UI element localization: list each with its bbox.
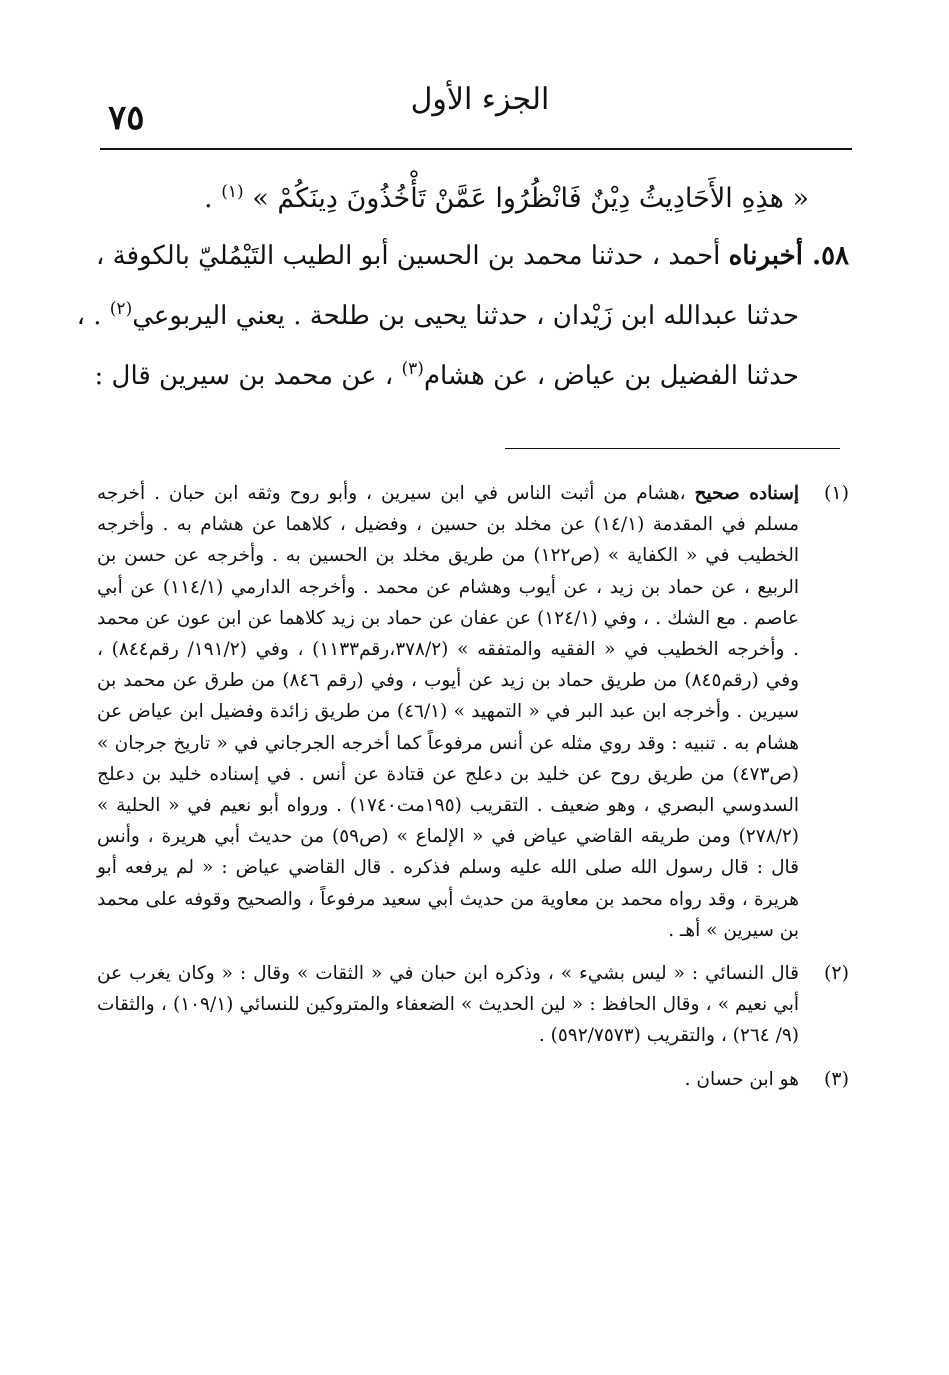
- footnote-1: [97, 478, 849, 946]
- footnote-text: [97, 958, 799, 1052]
- footnote-marker: (١): [823, 482, 849, 504]
- footnote-ref-1: (١): [221, 182, 244, 202]
- footnote-body: ،هشام من أثبت الناس في ابن سيرين ، وأبو روح وثقه ابن حبان . أخرجه مسلم في المقدمة (١٤/١) عن مخلد بن حسين ، وفضيل ، كلاهما عن هشام به . وأخرجه الخطيب في « الكفاية » (ص١٢٢) من طريق مخلد بن الحسين به . وأخرجه عن حسن بن الربيع ، عن حماد بن زيد ، عن أيوب وهشام عن محمد . وأخرجه الدارمي (١١٤/١) عن أبي عاصم . مع الشك . ، وفي (١٢٤/١) عن عفان عن حماد بن زيد كلاهما عن ابن عون عن محمد . وأخرجه الخطيب في « الفقيه والمتفقه » (٣٧٨/٢،رقم١١٣٣) ، وفي (١٩١/٢/ رقم٨٤٤) ، وفي (رقم٨٤٥) من طريق حماد بن زيد عن أيوب ، وفي (رقم ٨٤٦) من طرق عن محمد بن سيرين . وأخرجه ابن عبد البر في « التمهيد » (٤٦/١) من طريق زائدة وفضيل ابن عياض عن هشام به . تنبيه : وقد روي مثله عن أنس مرفوعاً كما أخرجه الجرجاني في « تاريخ جرجان » (ص٤٧٣) من طريق روح عن خليد بن دعلج عن قتادة عن أنس . في إسناده خليد بن دعلج السدوسي البصري ، وهو ضعيف . التقريب (١٩٥مت١٧٤٠) . ورواه أبو نعيم في « الحلية » (٢٧٨/٢) ومن طريقه القاضي عياض في « الإلماع » (ص٥٩) من حديث أبي هريرة ، وأنس قال : قال رسول الله صلى الله عليه وسلم فذكره . قال القاضي عياض : « لم يرفعه أبو هريرة ، وقد رواه محمد بن معاوية من حديث أبي سعيد مرفوعاً ، والصحيح وقوفه على محمد بن سيرين » أهـ .: [97, 483, 800, 941]
- footnote-bold-lead: إسناده صحيح: [694, 483, 799, 504]
- hadith-number: ٥٨.: [812, 241, 849, 271]
- footnote-3: [97, 1064, 849, 1095]
- footnote-ref-2: (٢): [109, 299, 133, 319]
- footnote-text: [97, 478, 799, 946]
- footnote-marker: (٢): [823, 962, 849, 985]
- hadith-line-3-text-a: حدثنا الفضيل بن عياض ، عن هشام: [423, 361, 799, 391]
- hadith-line-1-text: أحمد ، حدثنا محمد بن الحسين أبو الطيب التَيْمُليّ بالكوفة ،: [95, 241, 729, 271]
- header-divider: [100, 148, 852, 150]
- hadith-quote: [97, 170, 849, 228]
- hadith-line-3-text-b: ، عن محمد بن سيرين قال :: [94, 361, 402, 391]
- hadith-line-3: [94, 348, 849, 408]
- footnote-ref-3: (٣): [401, 359, 424, 379]
- footnotes: [97, 478, 849, 1107]
- footnote-body: قال النسائي : « ليس بشيء » ، وذكره ابن حبان في « الثقات » وقال : « وكان يغرب عن أبي نعيم » ، وقال الحافظ : « لين الحديث » الضعفاء والمتروكين للنسائي (١٠٩/١) ، والثقات (٩/ ٢٦٤) ، والتقريب (٥٩٢/٧٥٧٣) .: [97, 963, 800, 1047]
- hadith-line-2-text: حدثنا عبدالله ابن زَيْدان ، حدثنا يحيى بن طلحة . يعني اليربوعي: [132, 301, 799, 331]
- page-header: [100, 78, 852, 150]
- quote-text: « هذِهِ الأَحَادِيثُ دِيْنٌ فَانْظُرُوا عَمَّنْ تَأْخُذُونَ دِينَكُمْ »: [252, 183, 809, 214]
- hadith-line-2: [76, 288, 849, 348]
- hadith-lead-word: أخبرناه: [728, 241, 812, 271]
- footnote-text: [97, 1064, 799, 1095]
- hadith-line-2-end: . ،: [76, 301, 110, 331]
- main-text: [76, 170, 849, 408]
- page-number: ٧٥: [108, 98, 145, 138]
- quote-end: .: [204, 183, 213, 214]
- footnote-marker: (٣): [823, 1067, 849, 1090]
- footnote-2: [97, 958, 849, 1052]
- footnote-body: هو ابن حسان .: [684, 1068, 799, 1090]
- footnote-divider: [505, 448, 840, 449]
- running-head: الجزء الأول: [410, 82, 550, 117]
- hadith-line-1: [97, 228, 849, 288]
